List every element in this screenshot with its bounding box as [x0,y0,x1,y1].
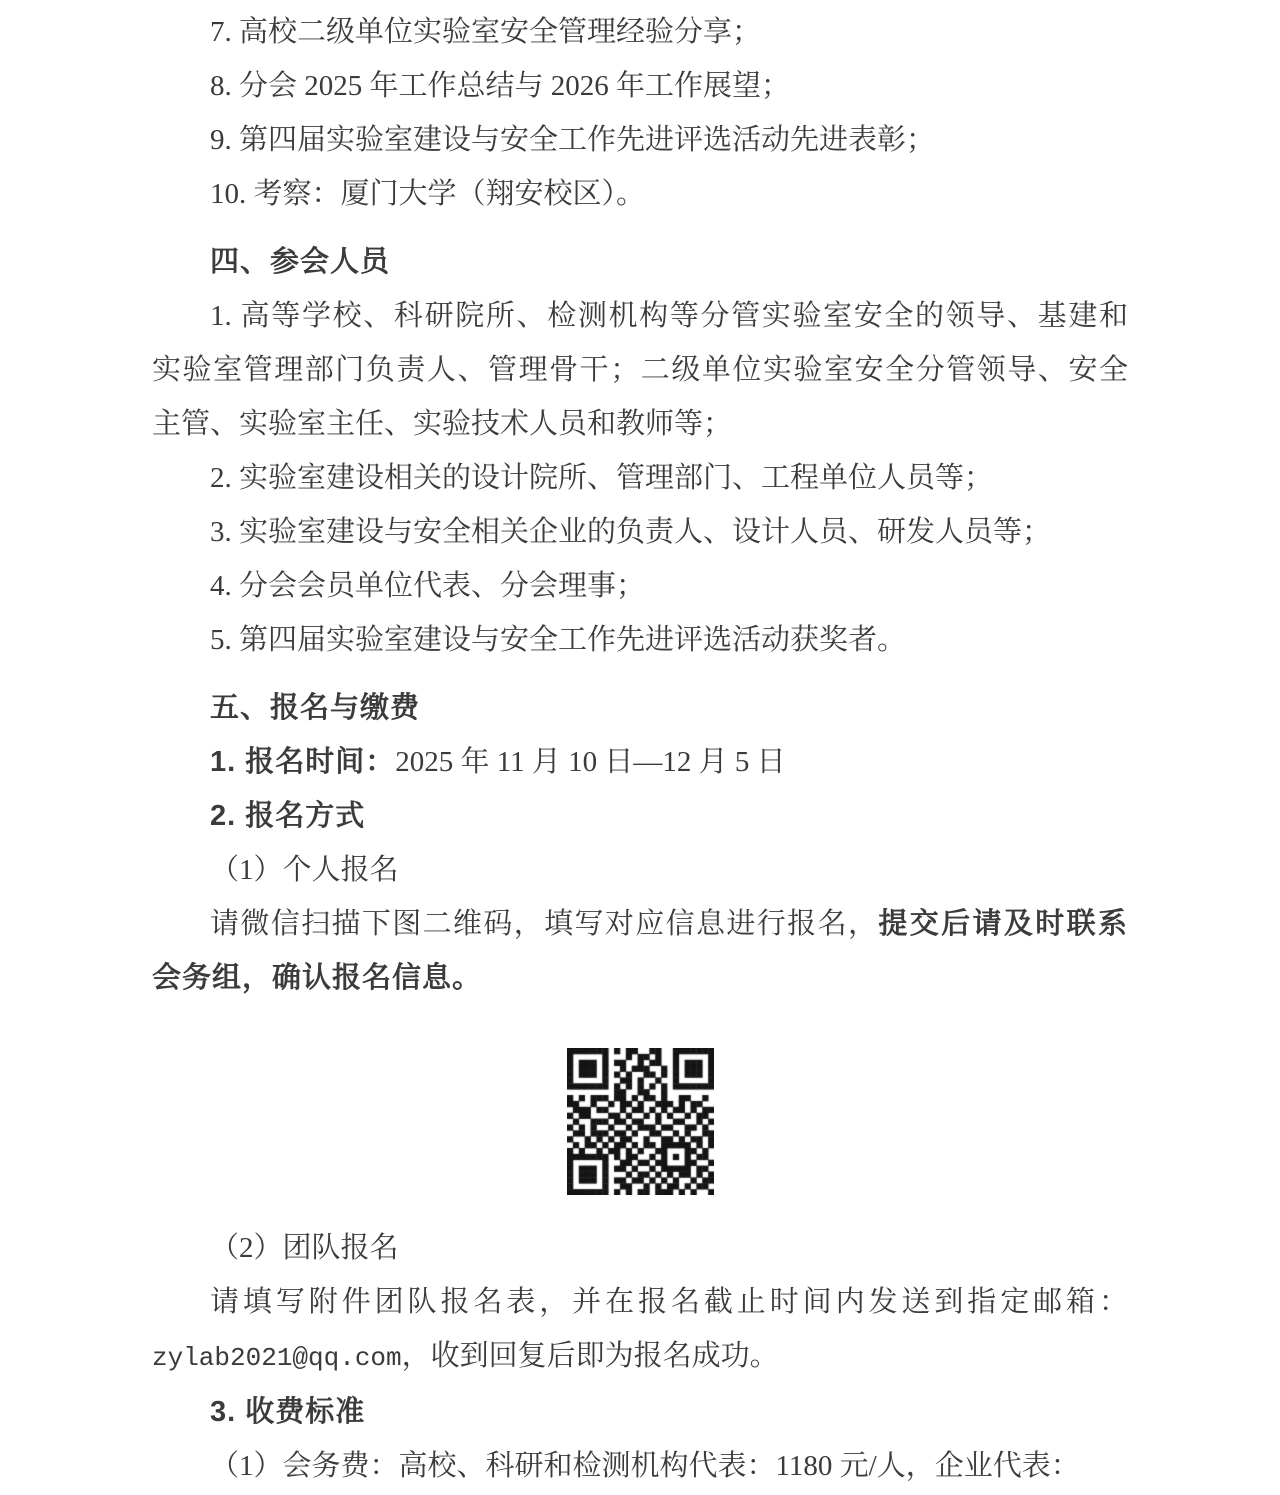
registration-time-line [152,735,1128,789]
participants-item-2: 2. 实验室建设相关的设计院所、管理部门、工程单位人员等； [210,462,994,494]
participants-item-1-line-2: 实验室管理部门负责人、管理骨干；二级单位实验室安全分管领导、安全 [152,354,1128,386]
scan-instruction-bold-start: 提交后请及时联系 [878,908,1128,940]
scan-instruction-line-1 [152,897,1128,951]
fee-line: （1）会务费：高校、科研和检测机构代表：1180 元/人，企业代表： [210,1450,1080,1482]
section-heading-registration: 五、报名与缴费 [210,692,421,724]
registration-time-label: 1. 报名时间： [210,746,396,778]
participants-item-1-line-1: 1. 高等学校、科研院所、检测机构等分管实验室安全的领导、基建和 [210,300,1128,332]
registration-time-value: 2025 年 11 月 10 日—12 月 5 日 [395,746,786,778]
scan-instruction-line-2: 会务组，确认报名信息。 [152,962,483,994]
team-instruction-rest: ，收到回复后即为报名成功。 [401,1340,779,1372]
participants-item-1-line-3: 主管、实验室主任、实验技术人员和教师等； [152,408,733,440]
team-registration-heading: （2）团队报名 [210,1232,399,1264]
team-instruction-line-1: 请填写附件团队报名表，并在报名截止时间内发送到指定邮箱： [210,1286,1128,1318]
registration-qr-code [567,1048,714,1195]
agenda-item-7: 7. 高校二级单位实验室安全管理经验分享； [210,16,762,48]
participants-item-5: 5. 第四届实验室建设与安全工作先进评选活动获奖者。 [210,624,907,656]
team-instruction-line-2 [152,1329,1128,1385]
scan-instruction-regular: 请微信扫描下图二维码，填写对应信息进行报名， [210,908,879,940]
team-email: zylab2021@qq.com [152,1343,402,1373]
individual-registration-heading: （1）个人报名 [210,854,399,886]
participants-item-4: 4. 分会会员单位代表、分会理事； [210,570,646,602]
section-heading-participants: 四、参会人员 [210,246,391,278]
fee-standard-heading: 3. 收费标准 [210,1396,366,1428]
agenda-item-9: 9. 第四届实验室建设与安全工作先进评选活动先进表彰； [210,124,936,156]
registration-method-heading: 2. 报名方式 [210,800,366,832]
agenda-item-8: 8. 分会 2025 年工作总结与 2026 年工作展望； [210,70,791,102]
qr-code-row [152,1048,1128,1195]
participants-item-3: 3. 实验室建设与安全相关企业的负责人、设计人员、研发人员等； [210,516,1052,548]
agenda-item-10: 10. 考察：厦门大学（翔安校区）。 [210,178,646,210]
